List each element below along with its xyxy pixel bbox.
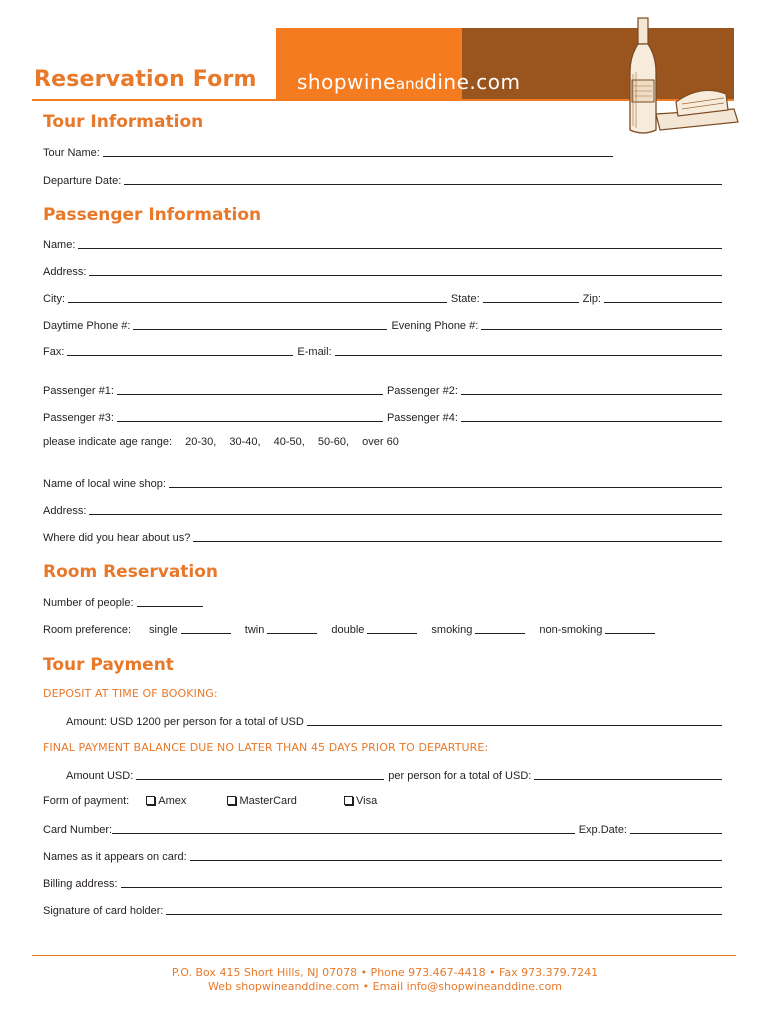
- brand-part-2: and: [395, 75, 425, 93]
- age-option-20-30[interactable]: 20-30,: [185, 436, 217, 448]
- passenger-4-field[interactable]: [461, 410, 722, 422]
- room-reservation-heading: Room Reservation: [43, 562, 219, 582]
- departure-date-row: [43, 171, 722, 187]
- age-option-40-50[interactable]: 40-50,: [273, 436, 305, 448]
- card-number-field[interactable]: [112, 822, 575, 834]
- card-number-row: [43, 820, 722, 836]
- fax-email-row: [43, 342, 722, 358]
- departure-date-label: Departure Date:: [43, 175, 122, 187]
- name-label: Name:: [43, 239, 76, 251]
- people-row: [43, 593, 203, 609]
- daytime-phone-label: Daytime Phone #:: [43, 320, 131, 332]
- brand-part-1: shopwine: [297, 70, 396, 94]
- fax-label: Fax:: [43, 346, 65, 358]
- final-amount-row: [66, 766, 722, 782]
- city-label: City:: [43, 293, 65, 305]
- daytime-phone-field[interactable]: [133, 318, 387, 330]
- people-label: Number of people:: [43, 597, 134, 609]
- wine-shop-field[interactable]: [169, 476, 722, 488]
- deposit-total-field[interactable]: [307, 714, 722, 726]
- final-total-field[interactable]: [534, 768, 722, 780]
- mastercard-label: MasterCard: [239, 795, 297, 807]
- amount-usd-field[interactable]: [136, 768, 384, 780]
- shop-address-label: Address:: [43, 505, 87, 517]
- city-field[interactable]: [68, 291, 447, 303]
- state-label: State:: [450, 293, 480, 305]
- final-payment-note: FINAL PAYMENT BALANCE DUE NO LATER THAN 45 DAYS PRIOR TO DEPARTURE:: [43, 741, 489, 754]
- address-row: [43, 262, 722, 278]
- form-title: Reservation Form: [34, 67, 257, 92]
- age-range-row: [43, 436, 409, 448]
- name-field[interactable]: [78, 237, 722, 249]
- visa-option[interactable]: [344, 795, 377, 807]
- zip-field[interactable]: [604, 291, 722, 303]
- hear-about-row: [43, 528, 722, 544]
- tour-information-heading: Tour Information: [43, 112, 204, 132]
- deposit-note: DEPOSIT AT TIME OF BOOKING:: [43, 687, 218, 700]
- passenger-information-heading: Passenger Information: [43, 205, 262, 225]
- age-option-30-40[interactable]: 30-40,: [229, 436, 261, 448]
- address-field[interactable]: [89, 264, 722, 276]
- passenger-2-field[interactable]: [461, 383, 722, 395]
- amex-label: Amex: [158, 795, 187, 807]
- room-option-twin[interactable]: twin: [244, 624, 265, 636]
- names-on-card-label: Names as it appears on card:: [43, 851, 187, 863]
- email-field[interactable]: [335, 344, 722, 356]
- room-option-smoking[interactable]: smoking: [431, 624, 473, 636]
- passenger-4-label: Passenger #4:: [386, 412, 458, 424]
- room-preference-row: [43, 620, 655, 636]
- signature-row: [43, 901, 722, 917]
- evening-phone-label: Evening Phone #:: [391, 320, 479, 332]
- shop-address-row: [43, 501, 722, 517]
- brand-logo: [297, 70, 520, 94]
- passenger-3-label: Passenger #3:: [43, 412, 114, 424]
- checkbox-icon: [146, 796, 155, 805]
- payment-form-row: [43, 795, 377, 807]
- people-field[interactable]: [137, 595, 203, 607]
- passenger-3-4-row: [43, 408, 722, 424]
- tour-name-label: Tour Name:: [43, 147, 100, 159]
- per-person-label: per person for a total of USD:: [388, 770, 532, 782]
- passenger-1-field[interactable]: [117, 383, 383, 395]
- age-range-label: please indicate age range:: [43, 436, 173, 448]
- wine-shop-label: Name of local wine shop:: [43, 478, 166, 490]
- amex-option[interactable]: [146, 795, 186, 807]
- smoking-field[interactable]: [475, 622, 525, 634]
- tour-name-row: [43, 143, 613, 159]
- zip-label: Zip:: [582, 293, 601, 305]
- billing-address-field[interactable]: [121, 876, 722, 888]
- phone-row: [43, 316, 722, 332]
- shop-address-field[interactable]: [89, 503, 722, 515]
- room-option-double[interactable]: double: [331, 624, 365, 636]
- tour-name-field[interactable]: [103, 145, 613, 157]
- mastercard-option[interactable]: [227, 795, 296, 807]
- footer-web-line: Web shopwineanddine.com • Email info@shopwineanddine.com: [208, 980, 562, 993]
- deposit-amount-row: [66, 712, 722, 728]
- checkbox-icon: [344, 796, 353, 805]
- checkbox-icon: [227, 796, 236, 805]
- age-option-50-60[interactable]: 50-60,: [317, 436, 350, 448]
- tour-payment-heading: Tour Payment: [43, 655, 174, 675]
- deposit-amount-label: Amount: USD 1200 per person for a total of USD: [66, 716, 304, 728]
- city-state-zip-row: [43, 289, 722, 305]
- single-field[interactable]: [181, 622, 231, 634]
- address-label: Address:: [43, 266, 87, 278]
- departure-date-field[interactable]: [124, 173, 722, 185]
- wine-shop-row: [43, 474, 722, 490]
- names-on-card-row: [43, 847, 722, 863]
- email-label: E-mail:: [297, 346, 332, 358]
- footer-contact-line: P.O. Box 415 Short Hills, NJ 07078 • Phone 973.467-4418 • Fax 973.379.7241: [171, 966, 599, 979]
- room-option-single[interactable]: single: [149, 624, 178, 636]
- twin-field[interactable]: [267, 622, 317, 634]
- hear-about-field[interactable]: [193, 530, 722, 542]
- wine-bottle-and-cheese-illustration: [616, 14, 744, 140]
- non-smoking-field[interactable]: [605, 622, 655, 634]
- names-on-card-field[interactable]: [190, 849, 722, 861]
- passenger-1-2-row: [43, 381, 722, 397]
- amount-usd-label: Amount USD:: [66, 770, 134, 782]
- room-preference-label: Room preference:: [43, 624, 132, 636]
- room-option-non-smoking[interactable]: non-smoking: [539, 624, 603, 636]
- exp-date-label: Exp.Date:: [578, 824, 627, 836]
- name-row: [43, 235, 722, 251]
- signature-label: Signature of card holder:: [43, 905, 164, 917]
- state-field[interactable]: [483, 291, 579, 303]
- card-number-label: Card Number:: [43, 824, 113, 836]
- footer-rule: [32, 955, 736, 956]
- form-of-payment-label: Form of payment:: [43, 795, 130, 807]
- billing-address-row: [43, 874, 722, 890]
- passenger-3-field[interactable]: [117, 410, 383, 422]
- double-field[interactable]: [367, 622, 417, 634]
- signature-field[interactable]: [166, 903, 722, 915]
- visa-label: Visa: [355, 795, 378, 807]
- exp-date-field[interactable]: [630, 822, 722, 834]
- passenger-1-label: Passenger #1:: [43, 385, 114, 397]
- age-option-over-60[interactable]: over 60: [362, 436, 399, 448]
- passenger-2-label: Passenger #2:: [386, 385, 458, 397]
- evening-phone-field[interactable]: [481, 318, 722, 330]
- fax-field[interactable]: [67, 344, 293, 356]
- billing-address-label: Billing address:: [43, 878, 118, 890]
- hear-about-label: Where did you hear about us?: [43, 532, 191, 544]
- brand-part-3: dine.com: [424, 70, 521, 94]
